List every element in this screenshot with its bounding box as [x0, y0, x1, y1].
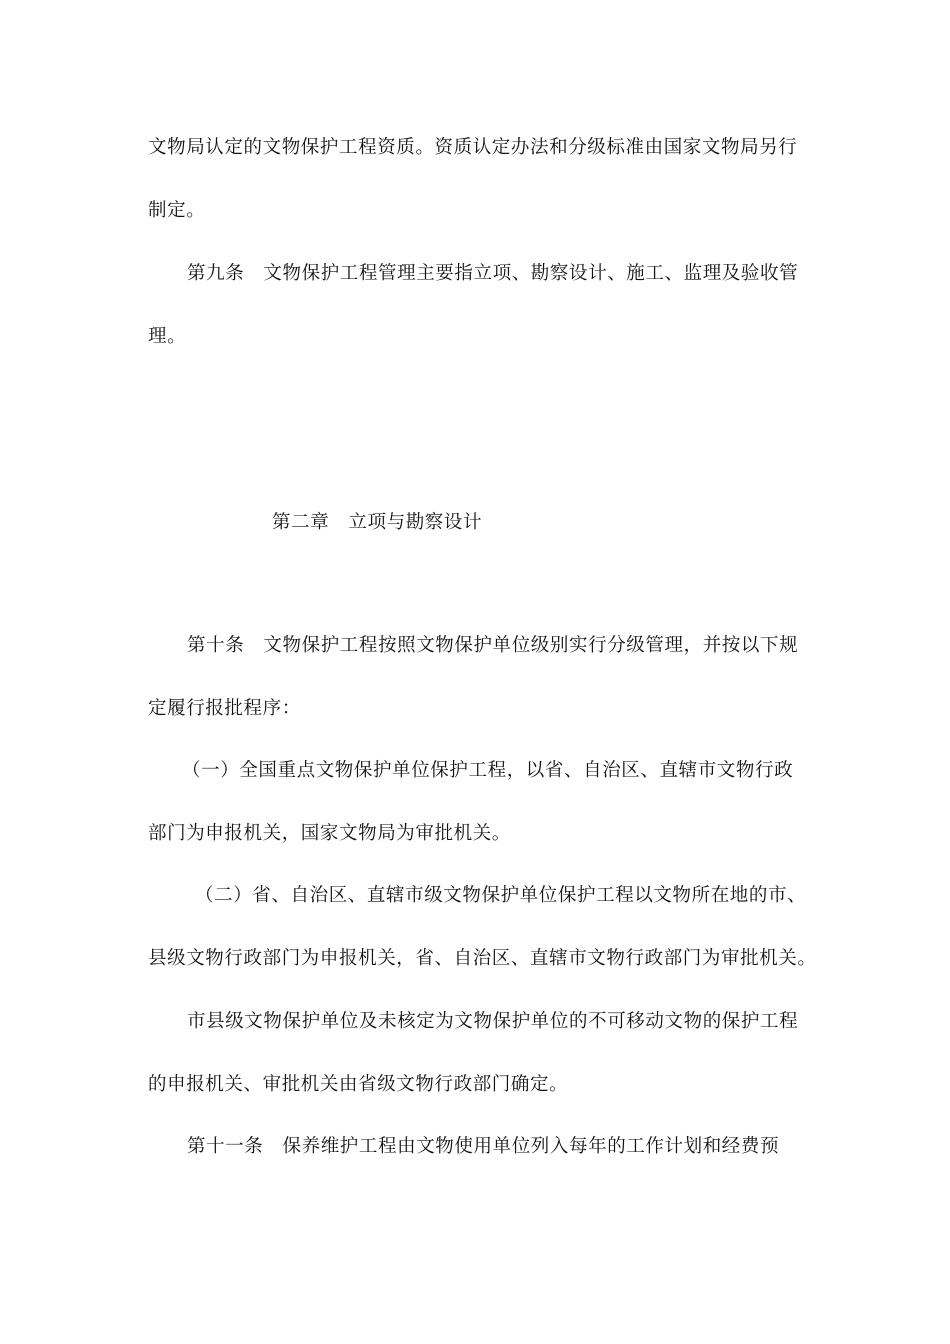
paragraph-line: 市县级文物保护单位及未核定为文物保护单位的不可移动文物的保护工程: [187, 1011, 799, 1032]
clause-1-line: （一）全国重点文物保护单位保护工程，以省、自治区、直辖市文物行政: [182, 760, 794, 781]
clause-2-line: （二）省、自治区、直辖市级文物保护单位保护工程以文物所在地的市、: [195, 885, 807, 906]
paragraph-line: 的申报机关、审批机关由省级文物行政部门确定。: [148, 1074, 569, 1095]
article-9-line: 第九条 文物保护工程管理主要指立项、勘察设计、施工、监理及验收管: [187, 263, 799, 284]
paragraph-line: 理。: [148, 326, 187, 347]
article-11-line: 第十一条 保养维护工程由文物使用单位列入每年的工作计划和经费预: [187, 1136, 780, 1157]
paragraph-line: 制定。: [148, 200, 206, 221]
chapter-heading: 第二章 立项与勘察设计: [272, 512, 483, 533]
paragraph-line: 部门为申报机关，国家文物局为审批机关。: [148, 823, 511, 844]
paragraph-line: 文物局认定的文物保护工程资质。资质认定办法和分级标准由国家文物局另行: [148, 137, 798, 158]
paragraph-line: 县级文物行政部门为申报机关，省、自治区、直辖市文物行政部门为审批机关。: [148, 948, 817, 969]
paragraph-line: 定履行报批程序：: [148, 698, 301, 719]
article-10-line: 第十条 文物保护工程按照文物保护单位级别实行分级管理，并按以下规: [187, 635, 799, 656]
